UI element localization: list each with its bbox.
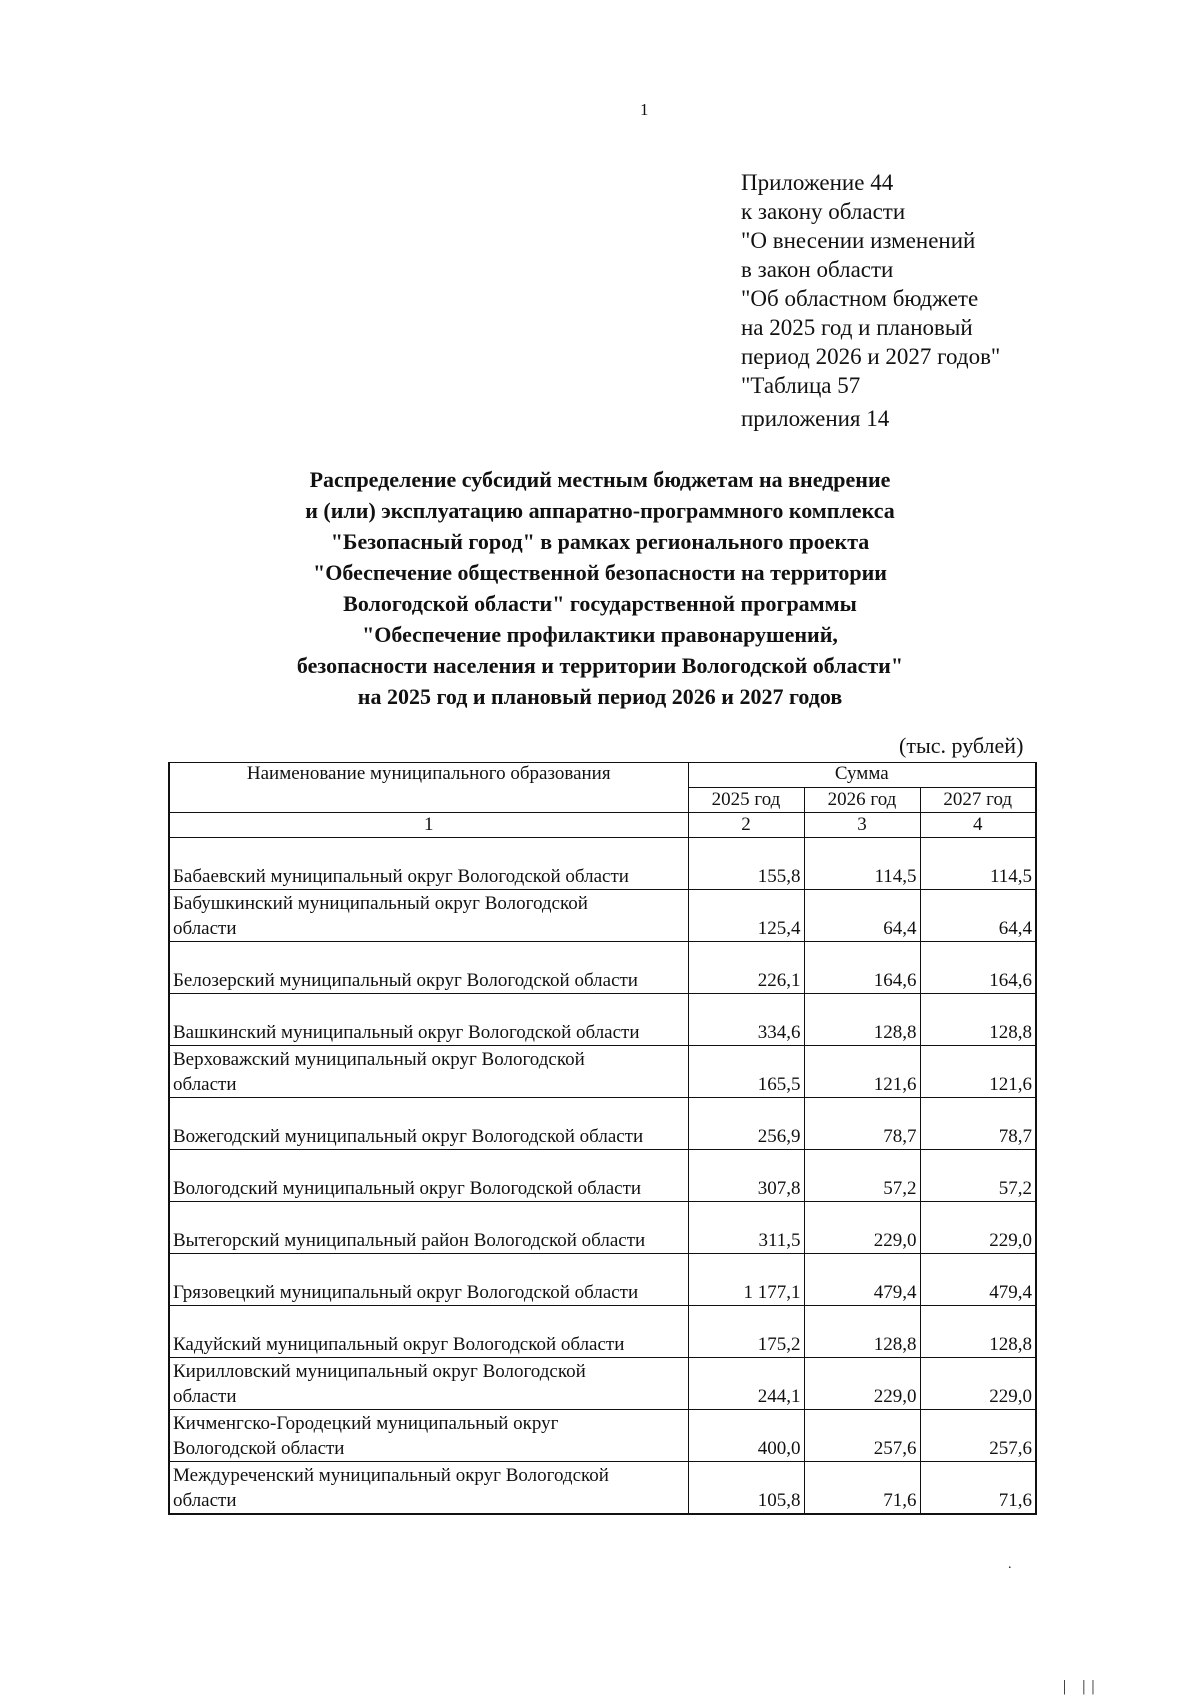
header-sum: Сумма [688,763,1036,788]
header-year: 2025 год [688,788,804,813]
table-row [169,1202,1036,1254]
table-row [169,1046,1036,1098]
column-number: 1 [169,813,688,838]
header-name: Наименование муниципального образования [169,763,688,813]
amount-2027: 257,6 [920,1410,1036,1462]
amount-2026: 64,4 [804,890,920,942]
amount-2027: 229,0 [920,1202,1036,1254]
appendix-line: в закон области [741,257,894,282]
municipality-name-line: области [173,918,237,939]
municipality-name-line: Вытегорский муниципальный район Вологодской области [173,1230,646,1251]
table-row [169,1306,1036,1358]
amount-2026: 78,7 [804,1098,920,1150]
column-number: 4 [920,813,1036,838]
amount-2027: 57,2 [920,1150,1036,1202]
amount-2025: 226,1 [688,942,804,994]
municipality-name [169,1462,688,1515]
amount-2027: 164,6 [920,942,1036,994]
amount-2026: 57,2 [804,1150,920,1202]
municipality-name [169,1358,688,1410]
amount-2025: 105,8 [688,1462,804,1515]
table-row [169,1410,1036,1462]
table-row [169,942,1036,994]
municipality-name [169,1202,688,1254]
amount-2025: 256,9 [688,1098,804,1150]
header-row [169,763,1036,788]
table-row [169,1150,1036,1202]
table-row [169,1098,1036,1150]
amount-2026: 114,5 [804,838,920,890]
amount-2025: 307,8 [688,1150,804,1202]
amount-2027: 71,6 [920,1462,1036,1515]
title-line: "Безопасный город" в рамках регионального проекта [330,529,870,554]
amount-2025: 311,5 [688,1202,804,1254]
municipality-name-line: Бабаевский муниципальный округ Вологодской области [173,866,629,887]
amount-2027: 479,4 [920,1254,1036,1306]
municipality-name-line: Вологодский муниципальный округ Вологодской области [173,1178,642,1199]
municipality-name-line: Верховажский муниципальный округ Вологодской [173,1049,585,1070]
amount-2025: 165,5 [688,1046,804,1098]
title-line: "Обеспечение профилактики правонарушений, [362,622,838,647]
appendix-line: "Таблица 57 [741,373,861,398]
municipality-name-line: области [173,1386,237,1407]
municipality-name-line: Вожегодский муниципальный округ Вологодской области [173,1126,644,1147]
amount-2027: 128,8 [920,994,1036,1046]
table-row [169,1254,1036,1306]
table-row [169,890,1036,942]
amount-2025: 400,0 [688,1410,804,1462]
amount-2027: 229,0 [920,1358,1036,1410]
amount-2026: 257,6 [804,1410,920,1462]
page-number: 1 [640,100,649,119]
units-label: (тыс. рублей) [899,733,1024,758]
table-row [169,1358,1036,1410]
amount-2026: 71,6 [804,1462,920,1515]
amount-2026: 128,8 [804,994,920,1046]
amount-2026: 229,0 [804,1358,920,1410]
amount-2026: 479,4 [804,1254,920,1306]
amount-2026: 229,0 [804,1202,920,1254]
municipality-name-line: Кичменгско-Городецкий муниципальный округ [173,1413,559,1434]
municipality-name-line: Бабушкинский муниципальный округ Вологодской [173,893,588,914]
appendix-line: приложения 14 [741,406,890,431]
amount-2025: 155,8 [688,838,804,890]
table-row [169,1462,1036,1515]
appendix-line: к закону области [741,199,906,224]
subsidy-table [168,762,1037,1515]
amount-2025: 125,4 [688,890,804,942]
document-title [220,464,980,712]
column-number: 2 [688,813,804,838]
column-number: 3 [804,813,920,838]
header-year: 2027 год [920,788,1036,813]
appendix-line: "О внесении изменений [741,228,976,253]
amount-2025: 244,1 [688,1358,804,1410]
appendix-reference [741,168,1000,433]
municipality-name [169,1046,688,1098]
municipality-name-line: области [173,1074,237,1095]
municipality-name [169,1254,688,1306]
table-row [169,838,1036,890]
appendix-line: на 2025 год и плановый [741,315,973,340]
amount-2027: 128,8 [920,1306,1036,1358]
amount-2026: 128,8 [804,1306,920,1358]
municipality-name-line: Междуреченский муниципальный округ Вологодской [173,1465,609,1486]
municipality-name-line: Кадуйский муниципальный округ Вологодской области [173,1334,625,1355]
municipality-name [169,942,688,994]
municipality-name [169,994,688,1046]
title-line: и (или) эксплуатацию аппаратно-программного комплекса [305,498,895,523]
amount-2026: 164,6 [804,942,920,994]
title-line: "Обеспечение общественной безопасности на территории [313,560,887,585]
appendix-line: период 2026 и 2027 годов" [741,344,1001,369]
column-number-row [169,813,1036,838]
title-line: Вологодской области" государственной программы [343,591,857,616]
amount-2025: 334,6 [688,994,804,1046]
municipality-name [169,1306,688,1358]
amount-2027: 78,7 [920,1098,1036,1150]
appendix-line: Приложение 44 [741,170,894,195]
edge-mark: | || [1063,1678,1101,1695]
amount-2027: 121,6 [920,1046,1036,1098]
municipality-name-line: Вашкинский муниципальный округ Вологодской области [173,1022,640,1043]
municipality-name-line: Вологодской области [173,1438,345,1459]
municipality-name [169,1150,688,1202]
amount-2025: 1 177,1 [688,1254,804,1306]
amount-2027: 64,4 [920,890,1036,942]
municipality-name-line: Кирилловский муниципальный округ Вологодской [173,1361,586,1382]
appendix-line: "Об областном бюджете [741,286,979,311]
municipality-name-line: Белозерский муниципальный округ Вологодской области [173,970,638,991]
stray-mark: . [1008,1557,1012,1572]
municipality-name-line: Грязовецкий муниципальный округ Вологодской области [173,1282,639,1303]
amount-2025: 175,2 [688,1306,804,1358]
header-year: 2026 год [804,788,920,813]
amount-2027: 114,5 [920,838,1036,890]
municipality-name [169,1410,688,1462]
municipality-name [169,890,688,942]
title-line: безопасности населения и территории Вологодской области" [296,653,904,678]
municipality-name [169,1098,688,1150]
municipality-name [169,838,688,890]
table-body [169,763,1036,1515]
municipality-name-line: области [173,1490,237,1511]
title-line: на 2025 год и плановый период 2026 и 2027 годов [357,684,843,709]
amount-2026: 121,6 [804,1046,920,1098]
title-line: Распределение субсидий местным бюджетам на внедрение [309,467,891,492]
table-row [169,994,1036,1046]
